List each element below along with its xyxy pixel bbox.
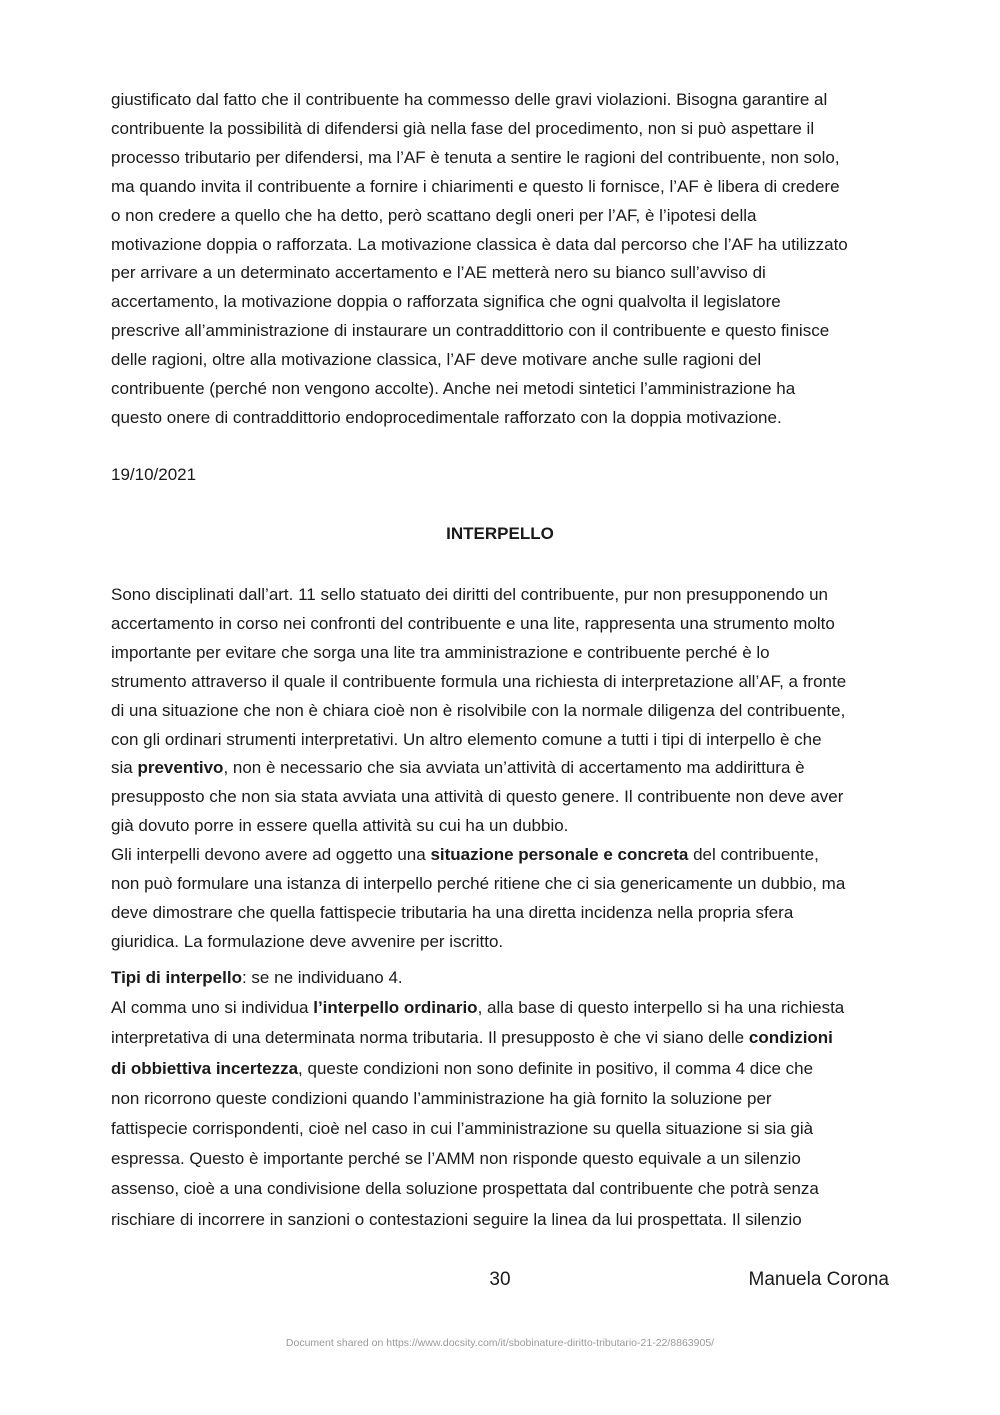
paragraph-line: [111, 993, 901, 1023]
paragraph-line: [111, 841, 901, 870]
paragraph-line: espressa. Questo è importante perché se l’AMM non risponde questo equivale a un silenzio: [111, 1149, 801, 1169]
paragraph-line: giuridica. La formulazione deve avvenire per iscritto.: [111, 931, 504, 951]
paragraph-line: [111, 754, 901, 783]
paragraph-line: Sono disciplinati dall’art. 11 sello statuato dei diritti del contribuente, pur non presupponendo un: [111, 585, 828, 604]
shared-document-note[interactable]: Document shared on https://www.docsity.com/it/sbobinature-diritto-tributario-21-22/8863905/: [285, 1337, 715, 1349]
paragraph-line: deve dimostrare che quella fattispecie tributaria ha una diretta incidenza nella propria sfera: [111, 902, 794, 922]
paragraph-line: giustificato dal fatto che il contribuente ha commesso delle gravi violazioni. Bisogna garantire al: [111, 90, 828, 109]
bold-term: condizioni: [748, 1028, 833, 1048]
line-text: sia: [111, 758, 138, 778]
line-text: : se ne individuano 4.: [241, 968, 403, 987]
paragraph-line: importante per evitare che sorga una lite tra amministrazione e contribuente perché è lo: [111, 642, 770, 662]
line-text: , queste condizioni non sono definite in positivo, il comma 4 dice che: [298, 1058, 814, 1078]
paragraph-line: processo tributario per difendersi, ma l’AF è tenuta a sentire le ragioni del contribuente, non solo,: [111, 147, 840, 167]
paragraph-line: già dovuto porre in essere quella attività su cui ha un dubbio.: [111, 816, 569, 836]
paragraph-line: strumento attraverso il quale il contribuente formula una richiesta di interpretazione all’AF, a fronte: [111, 671, 847, 691]
paragraph-line: accertamento, la motivazione doppia o rafforzata significa che ogni qualvolta il legislatore: [111, 292, 781, 312]
paragraph-line: delle ragioni, oltre alla motivazione classica, l’AF deve motivare anche sulle ragioni del: [111, 350, 762, 370]
bold-term: situazione personale e concreta: [430, 845, 689, 865]
paragraph-line: [111, 963, 901, 993]
page-number: 30: [489, 1269, 511, 1290]
paragraph-line: presupposto che non sia stata avviata una attività di questo genere. Il contribuente non deve aver: [111, 787, 844, 807]
paragraph-line: fattispecie corrispondenti, cioè nel caso in cui l’amministrazione su quella situazione si sia già: [111, 1119, 814, 1139]
line-text: Gli interpelli devono avere ad oggetto una: [111, 845, 431, 865]
bold-term: Tipi di interpello: [111, 968, 242, 987]
paragraph-line: con gli ordinari strumenti interpretativi. Un altro elemento comune a tutti i tipi di interpello è che: [111, 729, 822, 749]
paragraph-line: accertamento in corso nei confronti del contribuente e una lite, rappresenta una strumento molto: [111, 613, 835, 633]
lecture-date: 19/10/2021: [111, 465, 197, 484]
paragraph-line: questo onere di contraddittorio endoprocedimentale rafforzato con la doppia motivazione.: [111, 407, 782, 427]
paragraph-line: [111, 1023, 901, 1053]
section-title: INTERPELLO: [446, 524, 554, 543]
paragraph-line: non ricorrono queste condizioni quando l’amministrazione ha già fornito la soluzione per: [111, 1088, 772, 1108]
line-text: interpretativa di una determinata norma tributaria. Il presupposto è che vi siano delle: [111, 1028, 749, 1048]
line-text: , alla base di questo interpello si ha una richiesta: [477, 998, 845, 1018]
intro-paragraph: [111, 86, 901, 433]
paragraph-line: motivazione doppia o rafforzata. La motivazione classica è data dal percorso che l’AF ha utilizzato: [111, 234, 848, 254]
line-text: Al comma uno si individua: [111, 998, 314, 1018]
paragraph-line: contribuente la possibilità di difendersi già nella fase del procedimento, non si può aspettare il: [111, 118, 815, 138]
paragraph-line: rischiare di incorrere in sanzioni o contestazioni seguire la linea da lui prospettata. Il silenzio: [111, 1209, 802, 1229]
paragraph-line: per arrivare a un determinato accertamento e l’AE metterà nero su bianco sull’avviso di: [111, 263, 766, 283]
paragraph-line: contribuente (perché non vengono accolte). Anche nei metodi sintetici l’amministrazione ha: [111, 379, 796, 399]
paragraph-line: non può formulare una istanza di interpello perché ritiene che ci sia genericamente un dubbio, ma: [111, 874, 846, 894]
paragraph-line: prescrive all’amministrazione di instaurare un contraddittorio con il contribuente e questo finisce: [111, 321, 830, 341]
line-text: , non è necessario che sia avviata un’attività di accertamento ma addirittura è: [223, 758, 805, 778]
paragraph-line: assenso, cioè a una condivisione della soluzione prospettata dal contribuente che potrà senza: [111, 1179, 819, 1199]
bold-term: preventivo: [137, 758, 224, 778]
paragraph-line: o non credere a quello che ha detto, però scattano degli oneri per l’AF, è l’ipotesi della: [111, 205, 757, 225]
line-text: del contribuente,: [688, 845, 819, 865]
footer-author: Manuela Corona: [748, 1269, 889, 1290]
bold-term: di obbiettiva incertezza: [111, 1058, 299, 1078]
paragraph-line: ma quando invita il contribuente a fornire i chiarimenti e questo li fornisce, l’AF è libera di credere: [111, 176, 840, 196]
body-paragraph-types: [111, 963, 901, 1235]
bold-term: l’interpello ordinario: [313, 998, 478, 1018]
body-paragraph: [111, 581, 901, 957]
paragraph-line: [111, 1054, 901, 1084]
paragraph-line: di una situazione che non è chiara cioè non è risolvibile con la normale diligenza del contribuente,: [111, 700, 846, 720]
